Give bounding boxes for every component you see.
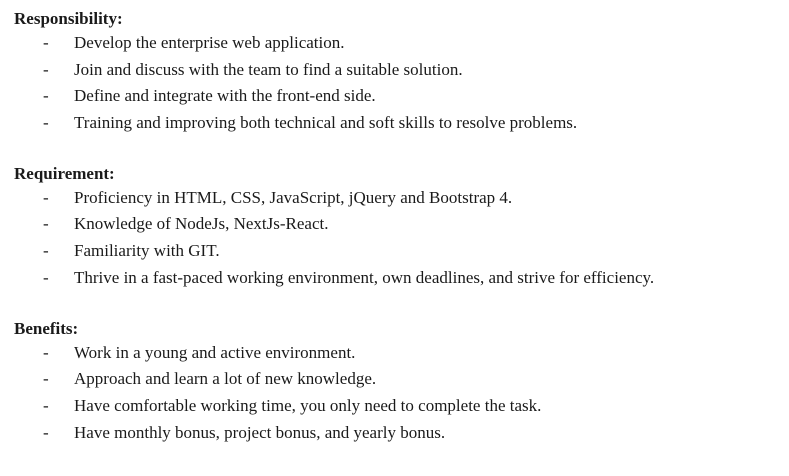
section-heading-responsibility: Responsibility: bbox=[14, 9, 123, 28]
list-item bbox=[14, 185, 784, 212]
bullet-dash: - bbox=[43, 33, 49, 52]
section-heading-benefits: Benefits: bbox=[14, 318, 79, 338]
bullet-dash: - bbox=[43, 422, 49, 442]
list-item-text: Define and integrate with the front-end side. bbox=[74, 86, 376, 106]
bullet-dash: - bbox=[43, 241, 49, 261]
list-item bbox=[14, 340, 784, 367]
bullet-dash: - bbox=[43, 86, 49, 106]
list-item bbox=[14, 30, 784, 57]
list-item bbox=[14, 57, 784, 84]
requirement-list bbox=[14, 185, 784, 292]
section-requirement bbox=[14, 163, 784, 292]
list-item bbox=[14, 265, 784, 292]
list-item bbox=[14, 110, 784, 137]
section-heading-requirement: Requirement: bbox=[14, 163, 115, 183]
section-benefits bbox=[14, 318, 784, 447]
responsibility-list bbox=[14, 30, 784, 137]
list-item bbox=[14, 420, 784, 447]
list-item-text: Proficiency in HTML, CSS, JavaScript, jQuery and Bootstrap 4. bbox=[74, 187, 513, 207]
bullet-dash: - bbox=[43, 369, 49, 389]
bullet-dash: - bbox=[43, 59, 49, 79]
bullet-dash: - bbox=[43, 187, 49, 207]
list-item bbox=[14, 238, 784, 265]
list-item-text: Have monthly bonus, project bonus, and yearly bonus. bbox=[74, 422, 446, 442]
bullet-dash: - bbox=[43, 342, 49, 362]
list-item bbox=[14, 366, 784, 393]
list-item-text: Approach and learn a lot of new knowledge. bbox=[74, 369, 377, 389]
benefits-list bbox=[14, 340, 784, 447]
bullet-dash: - bbox=[43, 395, 49, 415]
list-item-text: Familiarity with GIT. bbox=[74, 241, 220, 261]
job-description-document bbox=[14, 8, 784, 446]
bullet-dash: - bbox=[43, 214, 49, 234]
list-item-text: Thrive in a fast-paced working environment, own deadlines, and strive for efficiency. bbox=[74, 267, 655, 287]
list-item-text: Knowledge of NodeJs, NextJs-React. bbox=[74, 214, 329, 234]
section-responsibility bbox=[14, 8, 784, 137]
list-item-text: Work in a young and active environment. bbox=[74, 342, 356, 362]
list-item-text: Have comfortable working time, you only need to complete the task. bbox=[74, 395, 542, 415]
list-item bbox=[14, 211, 784, 238]
list-item-text: Join and discuss with the team to find a suitable solution. bbox=[74, 59, 463, 79]
list-item bbox=[14, 393, 784, 420]
bullet-dash: - bbox=[43, 113, 49, 133]
list-item bbox=[14, 83, 784, 110]
bullet-dash: - bbox=[43, 267, 49, 287]
list-item-text: Develop the enterprise web application. bbox=[74, 33, 345, 52]
list-item-text: Training and improving both technical and soft skills to resolve problems. bbox=[74, 113, 578, 133]
